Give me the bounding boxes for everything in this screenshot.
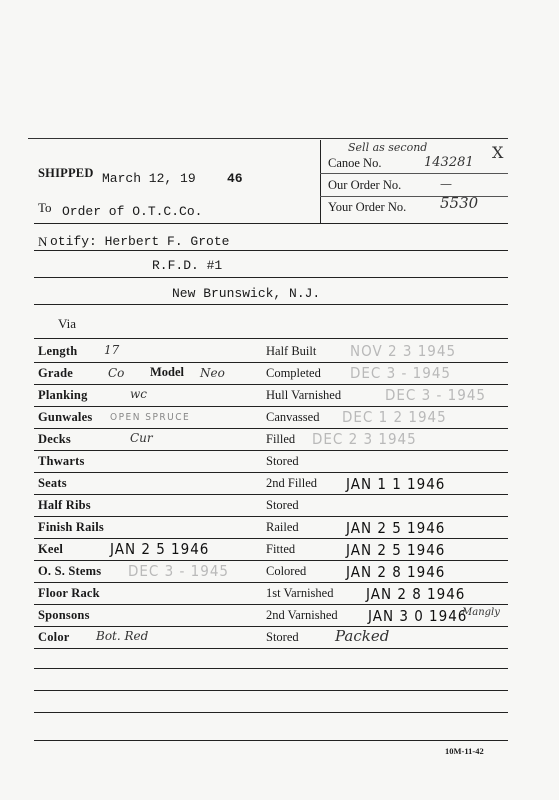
left-row-label: Floor Rack: [38, 586, 100, 600]
left-row-label: Grade: [38, 366, 74, 380]
to-value: Order of O.T.C.Co.: [62, 204, 203, 219]
left-row-label: Finish Rails: [38, 520, 104, 534]
our-order-label: Our Order No.: [328, 178, 402, 192]
model-label: Model: [150, 365, 185, 379]
left-row-value: Cur: [130, 431, 153, 445]
right-row-label: Hull Varnished: [266, 388, 342, 402]
right-row-value: Packed: [335, 627, 390, 645]
left-row-value: JAN 2 5 1946: [110, 540, 210, 558]
left-row-label: Keel: [38, 542, 64, 556]
right-row-label: Railed: [266, 520, 299, 534]
right-row-label: Canvassed: [266, 410, 320, 424]
shipped-label: SHIPPED: [38, 166, 94, 180]
shipped-year: 46: [227, 171, 243, 186]
left-row-value: Co: [108, 366, 125, 380]
right-row-value: DEC 3 - 1945: [350, 364, 451, 382]
canoe-no-value: 143281: [424, 155, 474, 170]
right-row-value: DEC 3 - 1945: [385, 386, 486, 404]
right-row-label: 2nd Filled: [266, 476, 318, 490]
sponsons-note: Mangly: [462, 607, 500, 618]
left-row-label: Half Ribs: [38, 498, 91, 512]
right-row-value: DEC 2 3 1945: [312, 430, 417, 448]
left-row-label: Gunwales: [38, 410, 93, 424]
left-row-label: Decks: [38, 432, 71, 446]
model-value: Neo: [200, 366, 225, 380]
order-note: Sell as second: [348, 141, 428, 154]
left-row-label: Color: [38, 630, 70, 644]
right-row-label: Colored: [266, 564, 307, 578]
left-row-label: O. S. Stems: [38, 564, 102, 578]
left-row-value: 17: [104, 343, 120, 357]
right-row-value: JAN 2 8 1946: [366, 585, 466, 603]
left-row-label: Length: [38, 344, 78, 358]
left-row-value: wc: [130, 387, 147, 401]
right-row-value: JAN 1 1 1946: [346, 475, 446, 493]
right-row-label: Stored: [266, 630, 299, 644]
right-row-value: JAN 3 0 1946: [368, 607, 468, 625]
left-row-label: Planking: [38, 388, 88, 402]
right-row-label: Filled: [266, 432, 296, 446]
right-row-label: Completed: [266, 366, 321, 380]
form-code: 10M-11-42: [445, 746, 484, 756]
right-row-label: Fitted: [266, 542, 296, 556]
right-row-value: JAN 2 5 1946: [346, 541, 446, 559]
x-mark: X: [492, 143, 504, 162]
left-row-label: Seats: [38, 476, 67, 490]
right-row-value: DEC 1 2 1945: [342, 408, 447, 426]
our-order-value: —: [440, 177, 452, 191]
right-row-value: NOV 2 3 1945: [350, 342, 457, 360]
right-row-label: Stored: [266, 498, 299, 512]
left-row-label: Thwarts: [38, 454, 85, 468]
right-row-label: Half Built: [266, 344, 317, 358]
notify-value: otify: Herbert F. Grote: [50, 234, 230, 249]
to-label: To: [38, 200, 52, 215]
via-label: Via: [58, 316, 76, 331]
left-row-value: DEC 3 - 1945: [128, 562, 229, 580]
right-row-label: Stored: [266, 454, 299, 468]
address-line1: R.F.D. #1: [152, 258, 223, 273]
address-line2: New Brunswick, N.J.: [172, 286, 321, 301]
your-order-value: 5530: [440, 194, 479, 212]
right-row-label: 1st Varnished: [266, 586, 334, 600]
left-row-value: OPEN SPRUCE: [110, 412, 191, 423]
your-order-label: Your Order No.: [328, 200, 407, 214]
right-row-value: JAN 2 5 1946: [346, 519, 446, 537]
right-row-value: JAN 2 8 1946: [346, 563, 446, 581]
right-row-label: 2nd Varnished: [266, 608, 338, 622]
shipped-date: March 12, 19: [102, 171, 196, 186]
canoe-no-label: Canoe No.: [328, 156, 382, 170]
notify-label: N: [38, 234, 48, 249]
left-row-value: Bot. Red: [96, 629, 149, 643]
left-row-label: Sponsons: [38, 608, 90, 622]
